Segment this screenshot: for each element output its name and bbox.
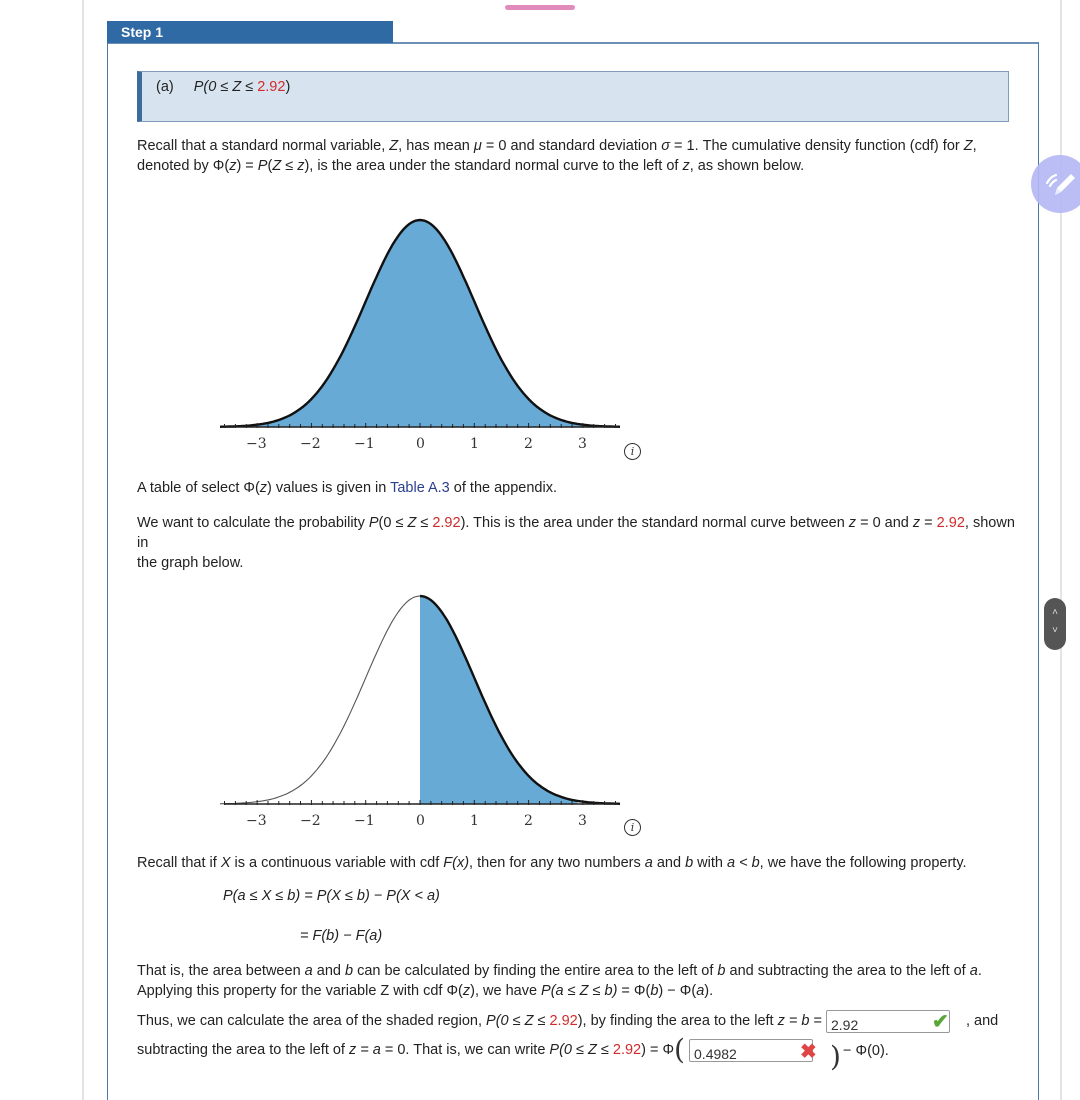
property-paragraph: Recall that if X is a continuous variable with cdf F(x), then for any two numbers a and b with a < b, we have the following property. bbox=[137, 855, 967, 871]
thatis-paragraph: That is, the area between a and b can be calculated by finding the entire area to the left of b and subtracting the area to the left of a. Applying this property for the variable Z with cdf Φ(z), we have P(a ≤ Z ≤ b) = Φ(b) − Φ(a). bbox=[137, 963, 982, 999]
thus-line2-end: − Φ(0). bbox=[843, 1043, 889, 1059]
part-a-header bbox=[137, 71, 1009, 122]
incorrect-x-icon: ✖ bbox=[800, 1041, 817, 1063]
answer-input-phi-argument[interactable]: 0.4982 bbox=[689, 1039, 813, 1062]
chart1-info-icon[interactable]: i bbox=[624, 443, 641, 460]
annotate-pen-button[interactable] bbox=[1031, 155, 1080, 213]
part-expr-prefix: P(0 ≤ Z ≤ bbox=[193, 79, 258, 95]
thus-line2: subtracting the area to the left of z = a = 0. That is, we can write P(0 ≤ Z ≤ 2.92) = Φ( 0.4982 bbox=[137, 1038, 1017, 1062]
chevron-down-icon[interactable]: ˅ bbox=[1052, 625, 1058, 636]
normal-curve-chart-full bbox=[220, 212, 620, 432]
want-paragraph: We want to calculate the probability P(0 ≤ Z ≤ 2.92). This is the area under the standard normal curve between z = 0 and z = 2.92, shown in the graph below. bbox=[137, 515, 1015, 571]
correct-check-icon: ✔ bbox=[932, 1011, 949, 1033]
table-reference-paragraph: A table of select Φ(z) values is given in Table A.3 of the appendix. bbox=[137, 480, 557, 496]
pen-icon bbox=[1041, 167, 1079, 201]
part-label: (a) bbox=[156, 79, 174, 95]
chart2-info-icon[interactable]: i bbox=[624, 819, 641, 836]
part-expr-value: 2.92 bbox=[257, 79, 286, 95]
close-paren: ) bbox=[830, 1040, 841, 1073]
table-a3-link[interactable]: Table A.3 bbox=[390, 480, 450, 496]
open-paren: ( bbox=[674, 1033, 685, 1067]
step-title: Step 1 bbox=[107, 21, 393, 43]
intro-paragraph: Recall that a standard normal variable, Z, has mean μ = 0 and standard deviation σ = 1. The cumulative density function (cdf) for Z, denoted by Φ(z) = P(Z ≤ z), is the area under the standard normal curve to the left of z, as shown below. bbox=[137, 138, 977, 174]
normal-curve-chart-shaded-0-to-2.92 bbox=[220, 590, 620, 810]
answer-input-b[interactable]: 2.92 bbox=[826, 1010, 950, 1033]
pull-handle[interactable] bbox=[505, 5, 575, 10]
property-equation-line2: = F(b) − F(a) bbox=[300, 928, 383, 944]
thus-line1-end: , and bbox=[966, 1013, 999, 1029]
part-expr-suffix: ) bbox=[285, 79, 291, 95]
chevron-up-icon[interactable]: ˄ bbox=[1052, 607, 1058, 618]
property-equation-line1: P(a ≤ X ≤ b) = P(X ≤ b) − P(X < a) bbox=[223, 888, 440, 904]
page-edge-left bbox=[82, 0, 84, 1100]
page-nav-scroller[interactable] bbox=[1044, 598, 1066, 650]
thus-line1: Thus, we can calculate the area of the shaded region, P(0 ≤ Z ≤ 2.92), by finding the area to the left z = b = 2.92 bbox=[137, 1009, 1017, 1033]
